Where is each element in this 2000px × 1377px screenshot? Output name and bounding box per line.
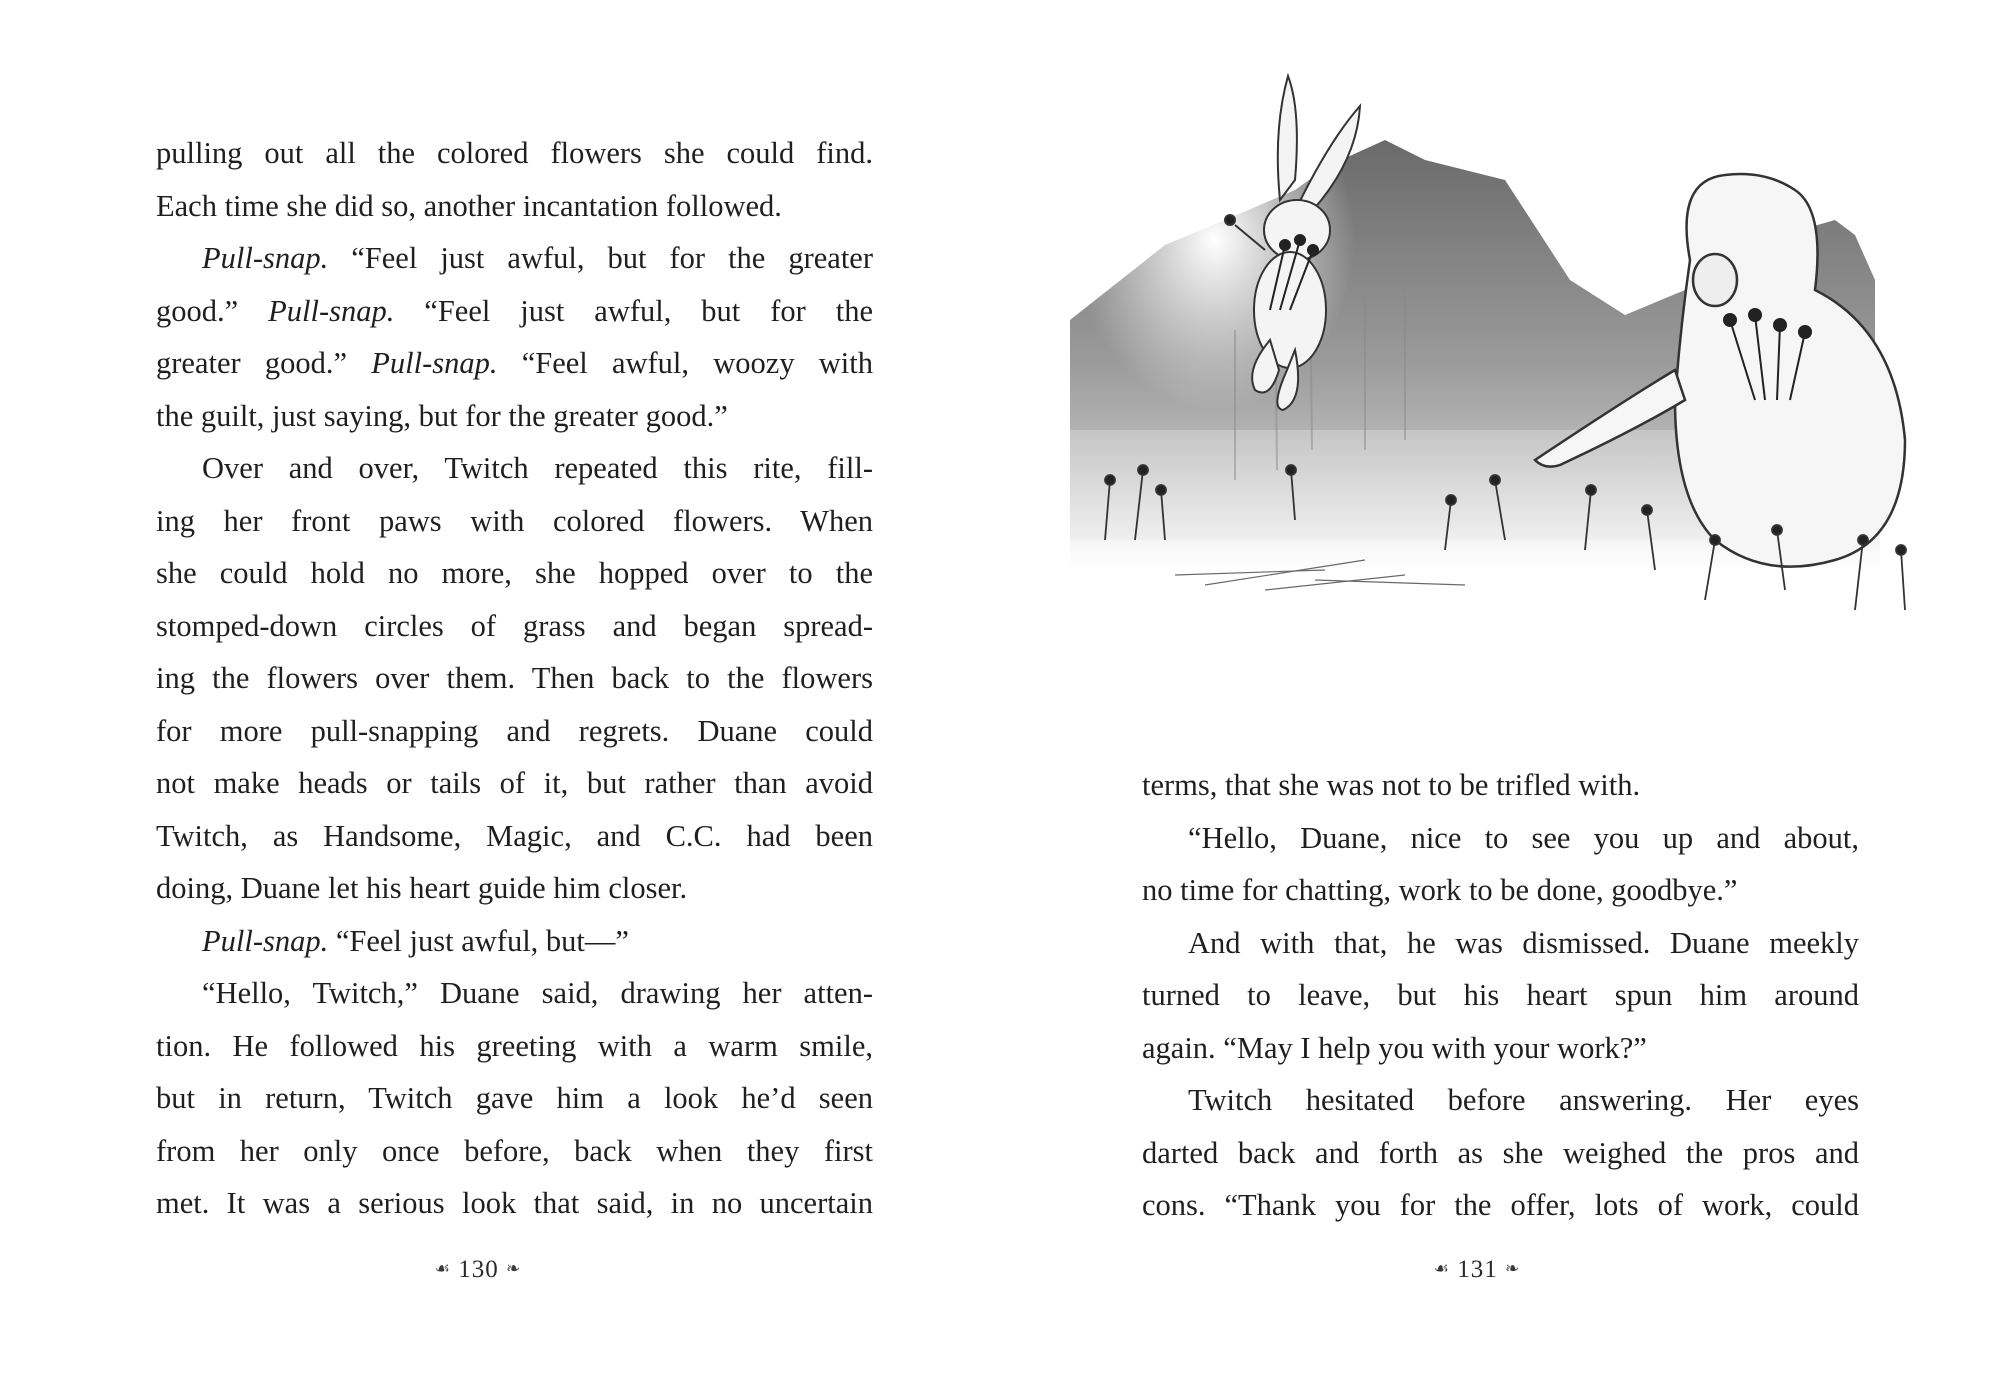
- text-line: [156, 810, 873, 863]
- text-line: [1142, 812, 1859, 865]
- right-page-number-text: 131: [1457, 1256, 1498, 1283]
- text-run: “Hello, Twitch,” Duane said, drawing her atten-: [202, 976, 873, 1010]
- text-run: “Hello, Duane, nice to see you up and about,: [1188, 820, 1859, 855]
- text-run: again. “May I help you with your work?”: [1142, 1030, 1647, 1065]
- text-line: [156, 442, 873, 495]
- text-line: [156, 967, 873, 1020]
- text-run: doing, Duane let his heart guide him closer.: [156, 871, 688, 905]
- text-line: [156, 757, 873, 810]
- text-line: [1142, 917, 1859, 970]
- text-line: [156, 337, 873, 390]
- right-ornament-icon: ❧: [1505, 1259, 1521, 1278]
- text-run: “Feel awful, woozy with: [497, 346, 874, 380]
- text-run: ing her front paws with colored flowers. When: [156, 503, 873, 538]
- text-run: “Feel just awful, but for the greater: [328, 241, 873, 275]
- text-line: [1142, 759, 1859, 812]
- left-page-text: [156, 127, 873, 1230]
- right-page-number: [1377, 1256, 1577, 1284]
- italic-run: Pull-snap.: [371, 346, 498, 380]
- italic-run: Pull-snap.: [268, 293, 395, 328]
- text-line: [156, 547, 873, 600]
- text-line: [156, 915, 873, 968]
- text-line: [156, 862, 873, 915]
- text-line: [1142, 864, 1859, 917]
- text-run: Twitch hesitated before answering. Her eyes: [1188, 1083, 1859, 1117]
- right-ornament-icon: ❧: [506, 1259, 522, 1278]
- text-line: [1142, 1022, 1859, 1075]
- text-line: [1142, 969, 1859, 1022]
- text-line: [1142, 1074, 1859, 1127]
- text-line: [156, 705, 873, 758]
- text-run: the guilt, just saying, but for the greater good.”: [156, 398, 728, 433]
- rabbit-and-bear-illustration: [1065, 70, 1945, 750]
- text-run: tion. He followed his greeting with a warm smile,: [156, 1028, 873, 1063]
- text-run: good.”: [156, 293, 269, 328]
- right-page-text: [1142, 759, 1859, 1232]
- text-line: [156, 1020, 873, 1073]
- text-line: [156, 390, 873, 443]
- text-run: from her only once before, back when they first: [156, 1133, 873, 1168]
- text-line: [156, 180, 873, 233]
- text-line: [156, 232, 873, 285]
- text-run: turned to leave, but his heart spun him around: [1142, 978, 1859, 1012]
- text-line: [156, 1177, 873, 1230]
- left-page-number-text: 130: [458, 1256, 499, 1283]
- text-run: she could hold no more, she hopped over to the: [156, 556, 873, 590]
- text-run: ing the flowers over them. Then back to the flowers: [156, 661, 873, 695]
- text-line: [156, 127, 873, 180]
- text-run: not make heads or tails of it, but rather than avoid: [156, 766, 873, 800]
- text-run: pulling out all the colored flowers she could find.: [156, 136, 873, 170]
- text-run: Twitch, as Handsome, Magic, and C.C. had been: [156, 818, 873, 853]
- text-run: met. It was a serious look that said, in no uncertain: [156, 1186, 873, 1220]
- text-run: “Feel just awful, but for the: [394, 293, 873, 328]
- text-line: [156, 600, 873, 653]
- text-run: Over and over, Twitch repeated this rite, fill-: [202, 451, 873, 485]
- left-page-number: [378, 1256, 578, 1284]
- text-line: [1142, 1179, 1859, 1232]
- left-ornament-icon: ☙: [434, 1259, 451, 1278]
- italic-run: Pull-snap.: [202, 241, 329, 275]
- right-page: [1000, 0, 2000, 1377]
- text-line: [156, 285, 873, 338]
- text-run: cons. “Thank you for the offer, lots of work, could: [1142, 1188, 1859, 1222]
- text-run: for more pull-snapping and regrets. Duane could: [156, 713, 873, 748]
- text-run: Each time she did so, another incantation followed.: [156, 188, 782, 223]
- text-line: [1142, 1127, 1859, 1180]
- text-run: And with that, he was dismissed. Duane meekly: [1188, 925, 1859, 960]
- text-line: [156, 1072, 873, 1125]
- text-line: [156, 652, 873, 705]
- text-line: [156, 495, 873, 548]
- text-run: “Feel just awful, but—”: [328, 923, 629, 958]
- left-ornament-icon: ☙: [1433, 1259, 1450, 1278]
- text-run: but in return, Twitch gave him a look he’d seen: [156, 1081, 873, 1115]
- text-run: terms, that she was not to be trifled with.: [1142, 768, 1641, 802]
- text-run: stomped-down circles of grass and began spread-: [156, 608, 873, 643]
- text-run: darted back and forth as she weighed the pros and: [1142, 1135, 1859, 1170]
- text-line: [156, 1125, 873, 1178]
- text-run: no time for chatting, work to be done, goodbye.”: [1142, 873, 1738, 907]
- italic-run: Pull-snap.: [202, 923, 329, 958]
- text-run: greater good.”: [156, 346, 372, 380]
